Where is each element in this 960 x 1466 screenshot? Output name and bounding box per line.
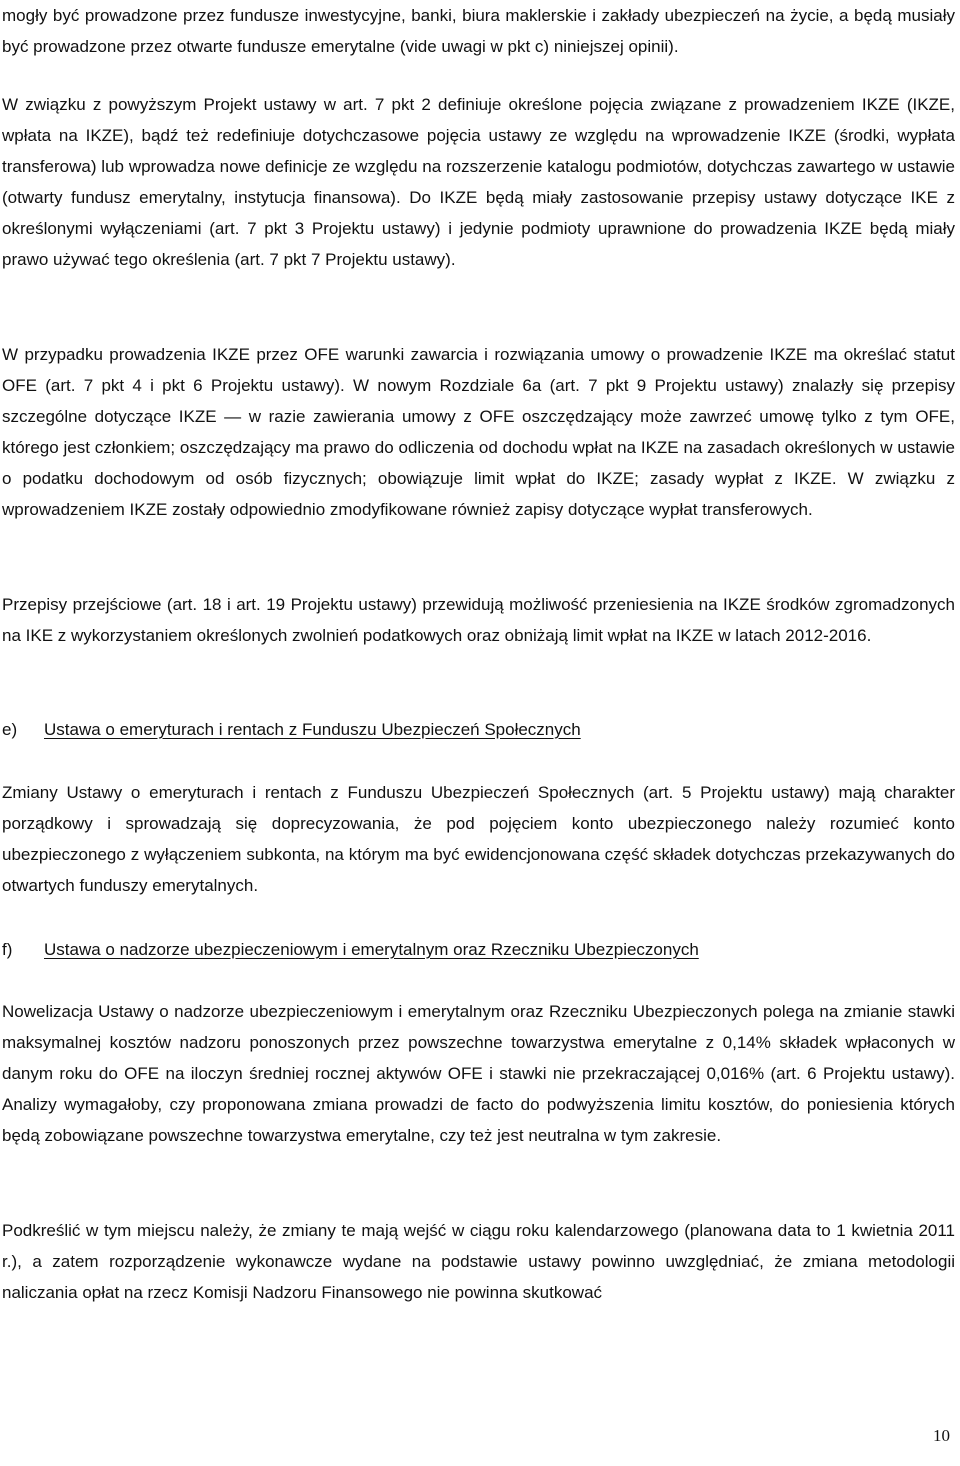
section-title: Ustawa o emeryturach i rentach z Funduszu Ubezpieczeń Społecznych bbox=[44, 720, 581, 739]
section-letter: f) bbox=[2, 940, 13, 959]
section-heading-f bbox=[2, 934, 955, 965]
paragraph-6: Nowelizacja Ustawy o nadzorze ubezpieczeniowym i emerytalnym oraz Rzeczniku Ubezpieczonych polega na zmianie stawki maksymalnej kosztów nadzoru ponoszonych przez powszechne towarzystwa emerytalne z 0,14% składek wpłaconych w danym roku do OFE na iloczyn średniej rocznej aktywów OFE i stawki nie przekraczającej 0,016% (art. 6 Projektu ustawy). Analizy wymagałoby, czy proponowana zmiana prowadzi de facto do podwyższenia limitu kosztów, do poniesienia których będą zobowiązane powszechne towarzystwa emerytalne, czy też jest neutralna w tym zakresie. bbox=[2, 1002, 955, 1145]
section-letter: e) bbox=[2, 720, 18, 739]
paragraph-1: mogły być prowadzone przez fundusze inwestycyjne, banki, biura maklerskie i zakłady ubezpieczeń na życie, a będą musiały być prowadzone przez otwarte fundusze emerytalne (vide uwagi w pkt c) niniejszej opinii). bbox=[2, 6, 955, 56]
section-title: Ustawa o nadzorze ubezpieczeniowym i emerytalnym oraz Rzeczniku Ubezpieczonych bbox=[44, 940, 699, 959]
paragraph-5: Zmiany Ustawy o emeryturach i rentach z Funduszu Ubezpieczeń Społecznych (art. 5 Projektu ustawy) mają charakter porządkowy i sprowadzają się doprecyzowania, że pod pojęciem konto ubezpieczonego należy rozumieć konto ubezpieczonego z wyłączeniem subkonta, na którym ma być ewidencjonowana część składek dotychczas przekazywanych do otwartych funduszy emerytalnych. bbox=[2, 783, 955, 895]
paragraph-2: W związku z powyższym Projekt ustawy w art. 7 pkt 2 definiuje określone pojęcia związane z prowadzeniem IKZE (IKZE, wpłata na IKZE), bądź też redefiniuje dotychczasowe pojęcia ustawy ze względu na wprowadzenie IKZE (środki, wypłata transferowa) lub wprowadza nowe definicje ze względu na rozszerzenie katalogu podmiotów, dotychczas zawartego w ustawie (otwarty fundusz emerytalny, instytucja finansowa). Do IKZE będą miały zastosowanie przepisy ustawy dotyczące IKE z określonymi wyłączeniami (art. 7 pkt 3 Projektu ustawy) i jedynie podmioty uprawnione do prowadzenia IKZE będą miały prawo używać tego określenia (art. 7 pkt 7 Projektu ustawy). bbox=[2, 95, 955, 269]
paragraph-4: Przepisy przejściowe (art. 18 i art. 19 Projektu ustawy) przewidują możliwość przeniesienia na IKZE środków zgromadzonych na IKE z wykorzystaniem określonych zwolnień podatkowych oraz obniżają limit wpłat na IKZE w latach 2012-2016. bbox=[2, 595, 955, 645]
section-heading-e bbox=[2, 714, 955, 745]
paragraph-3: W przypadku prowadzenia IKZE przez OFE warunki zawarcia i rozwiązania umowy o prowadzenie IKZE ma określać statut OFE (art. 7 pkt 4 i pkt 6 Projektu ustawy). W nowym Rozdziale 6a (art. 7 pkt 9 Projektu ustawy) znalazły się przepisy szczególne dotyczące IKZE ― w razie zawierania umowy z OFE oszczędzający może zawrzeć umowę tylko z tym OFE, którego jest członkiem; oszczędzający ma prawo do odliczenia od dochodu wpłat na IKZE na zasadach określonych w ustawie o podatku dochodowym od osób fizycznych; obowiązuje limit wpłat do IKZE; zasady wypłat z IKZE. W związku z wprowadzeniem IKZE zostały odpowiednio zmodyfikowane również zapisy dotyczące wypłat transferowych. bbox=[2, 345, 955, 519]
paragraph-7: Podkreślić w tym miejscu należy, że zmiany te mają wejść w ciągu roku kalendarzowego (planowana data to 1 kwietnia 2011 r.), a zatem rozporządzenie wykonawcze wydane na podstawie ustawy powinno uwzględniać, że zmiana metodologii naliczania opłat na rzecz Komisji Nadzoru Finansowego nie powinna skutkować bbox=[2, 1221, 955, 1302]
page-number: 10 bbox=[933, 1426, 950, 1445]
